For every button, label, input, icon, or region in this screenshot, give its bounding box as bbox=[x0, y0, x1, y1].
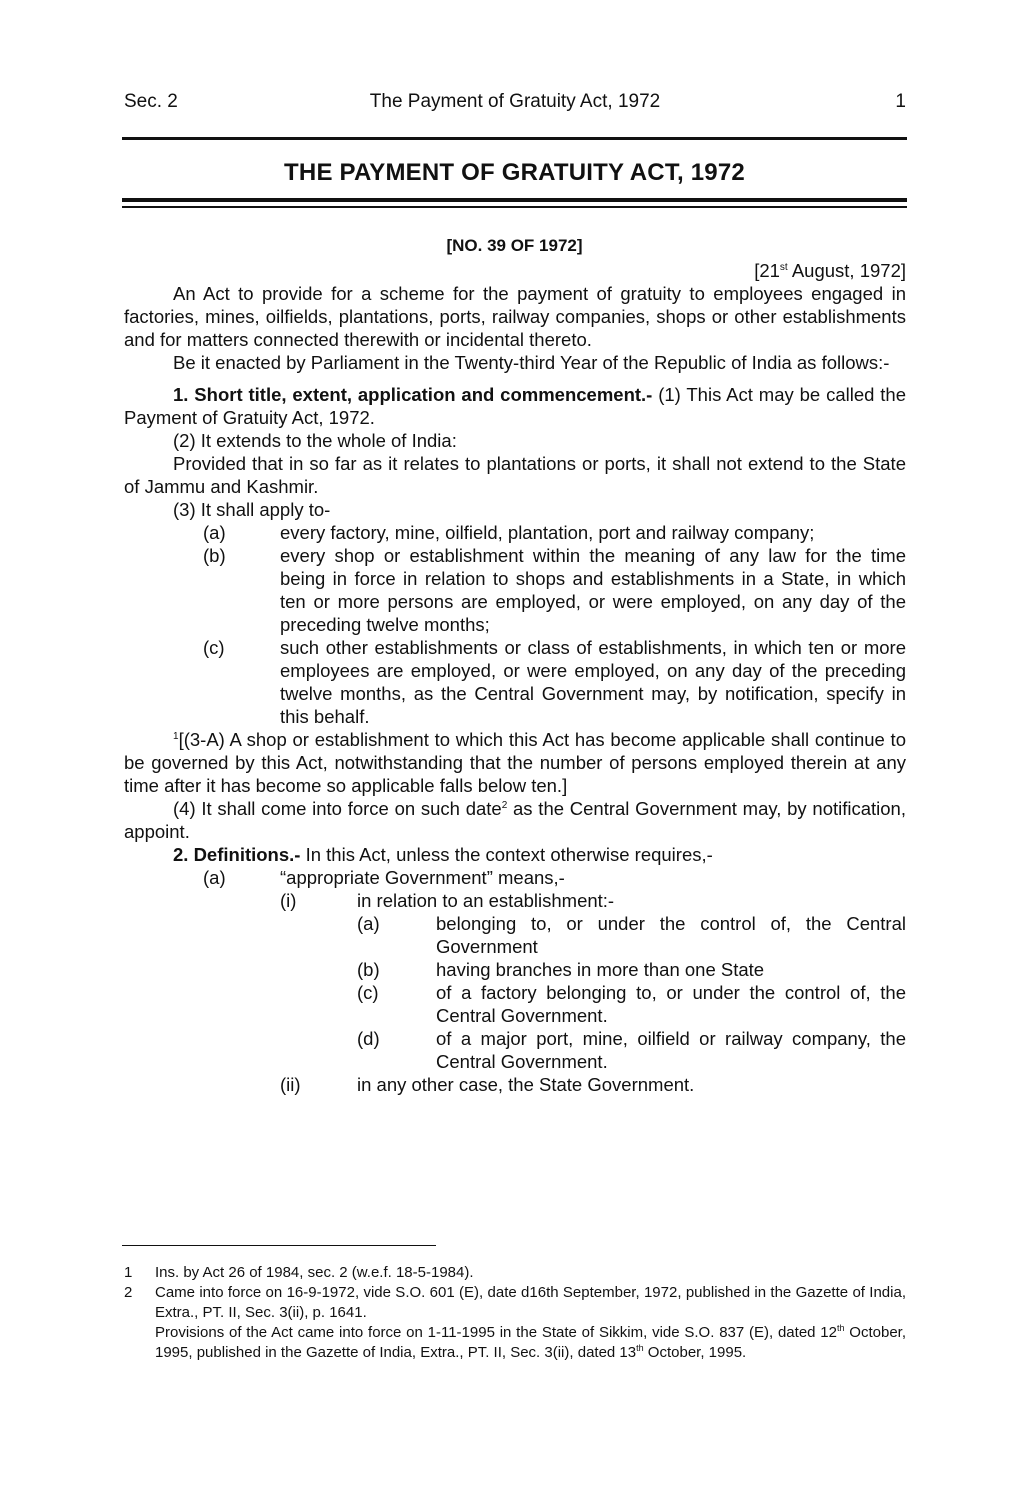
section-1-subsection-4: (4) It shall come into force on such date$^2$ as the Central Government may, by notification, appoint. bbox=[124, 798, 906, 842]
footnotes bbox=[124, 1263, 906, 1363]
section-1-subsection-3a: $^1$[(3-A) A shop or establishment to which this Act has become applicable shall continue to be governed by this Act, notwithstanding that the number of persons employed therein at any time after it has become so applicable falls below ten.] bbox=[124, 729, 906, 796]
act-title: THE PAYMENT OF GRATUITY ACT, 1972 bbox=[284, 159, 745, 186]
clause-text: such other establishments or class of establishments, in which ten or more employees are employed, or were employed, on any day of the preceding twelve months, as the Central Government may, by notification, specify in this behalf. bbox=[280, 637, 906, 727]
title-rule-thick bbox=[122, 198, 907, 202]
clause-text: every shop or establishment within the meaning of any law for the time being in force in relation to shops and establishments in a State, in which ten or more persons are employed, or were employed, on any day of the preceding twelve months; bbox=[280, 545, 906, 635]
page-number: 1 bbox=[895, 91, 906, 112]
section-1-subsection-1: 1. Short title, extent, application and commencement.- (1) This Act may be called the Payment of Gratuity Act, 1972. bbox=[124, 384, 906, 428]
section-2-heading: 2. Definitions.- bbox=[173, 844, 301, 865]
header-rule bbox=[122, 137, 907, 140]
clause-text: every factory, mine, oilfield, plantation, port and railway company; bbox=[280, 522, 815, 543]
preamble-long-title: An Act to provide for a scheme for the payment of gratuity to employees engaged in factories, mines, oilfields, plantations, ports, railway companies, shops or other establishments and for matters connected therewith or incidental thereto. bbox=[124, 283, 906, 350]
clause-1-3-a bbox=[124, 521, 906, 544]
section-1-proviso: Provided that in so far as it relates to plantations or ports, it shall not extend to the State of Jammu and Kashmir. bbox=[124, 453, 906, 497]
footnote-2 bbox=[124, 1283, 906, 1323]
section-reference: Sec. 2 bbox=[124, 91, 178, 112]
section-2-intro: 2. Definitions.- In this Act, unless the context otherwise requires,- bbox=[173, 844, 713, 865]
clause-label: (c) bbox=[203, 637, 225, 658]
footnote-ref: 1 bbox=[173, 730, 179, 742]
clause-label: (b) bbox=[357, 959, 380, 980]
clause-label: (b) bbox=[203, 545, 226, 566]
running-title: The Payment of Gratuity Act, 1972 bbox=[369, 91, 661, 112]
section-1-subsection-3: (3) It shall apply to- bbox=[173, 499, 331, 520]
clause-text: belonging to, or under the control of, the Central Government bbox=[436, 913, 906, 957]
clause-label: (a) bbox=[203, 867, 226, 888]
clause-1-3-b bbox=[124, 544, 906, 636]
clause-label: (a) bbox=[203, 522, 226, 543]
clause-text: having branches in more than one State bbox=[436, 959, 765, 980]
footnote-number: 1 bbox=[124, 1264, 133, 1281]
clause-text: of a factory belonging to, or under the control of, the Central Government. bbox=[436, 982, 906, 1026]
clause-label: (d) bbox=[357, 1028, 380, 1049]
footnote-number: 2 bbox=[124, 1284, 133, 1301]
clause-2-a-i-b bbox=[124, 958, 906, 981]
section-1-subsection-2: (2) It extends to the whole of India: bbox=[173, 430, 457, 451]
act-body bbox=[124, 282, 906, 1096]
clause-text: “appropriate Government” means,- bbox=[280, 867, 565, 888]
footnote-ref: 2 bbox=[501, 799, 508, 811]
clause-1-3-c bbox=[124, 636, 906, 728]
clause-2-a-i-a bbox=[124, 912, 906, 958]
clause-text: in relation to an establishment:- bbox=[357, 890, 615, 911]
footnote-text: Ins. by Act 26 of 1984, sec. 2 (w.e.f. 18-5-1984). bbox=[155, 1264, 474, 1281]
clause-2-a bbox=[124, 866, 906, 889]
clause-text: of a major port, mine, oilfield or railway company, the Central Government. bbox=[436, 1028, 906, 1072]
footnote-text: Provisions of the Act came into force on 1-11-1995 in the State of Sikkim, vide S.O. 837 (E), dated 12th October, 1995, published in the Gazette of India, Extra., PT. II, Sec. 3(ii), dated 13th October, 1995. bbox=[155, 1323, 906, 1361]
footnote-text: Came into force on 16-9-1972, vide S.O. 601 (E), date d16th September, 1972, published in the Gazette of India, Extra., PT. II, Sec. 3(ii), p. 1641. bbox=[155, 1284, 906, 1321]
clause-2-a-i bbox=[124, 889, 906, 912]
enacting-formula: Be it enacted by Parliament in the Twenty-third Year of the Republic of India as follows:- bbox=[173, 352, 890, 373]
clause-2-a-ii bbox=[124, 1073, 906, 1096]
act-number: [NO. 39 OF 1972] bbox=[446, 236, 583, 255]
clause-label: (i) bbox=[280, 890, 297, 911]
enactment-date: [21st August, 1972] bbox=[754, 260, 906, 281]
footnote-2-continued bbox=[124, 1323, 906, 1363]
title-rule-thin bbox=[122, 206, 907, 208]
clause-2-a-i-c bbox=[124, 981, 906, 1027]
clause-2-a-i-d bbox=[124, 1027, 906, 1073]
clause-label: (c) bbox=[357, 982, 379, 1003]
clause-text: in any other case, the State Government. bbox=[357, 1074, 695, 1095]
footnote-1 bbox=[124, 1263, 906, 1283]
section-1-heading: 1. Short title, extent, application and commencement.- bbox=[173, 384, 653, 405]
footnote-separator bbox=[122, 1245, 436, 1246]
running-header bbox=[124, 90, 906, 114]
clause-label: (ii) bbox=[280, 1074, 301, 1095]
clause-label: (a) bbox=[357, 913, 380, 934]
